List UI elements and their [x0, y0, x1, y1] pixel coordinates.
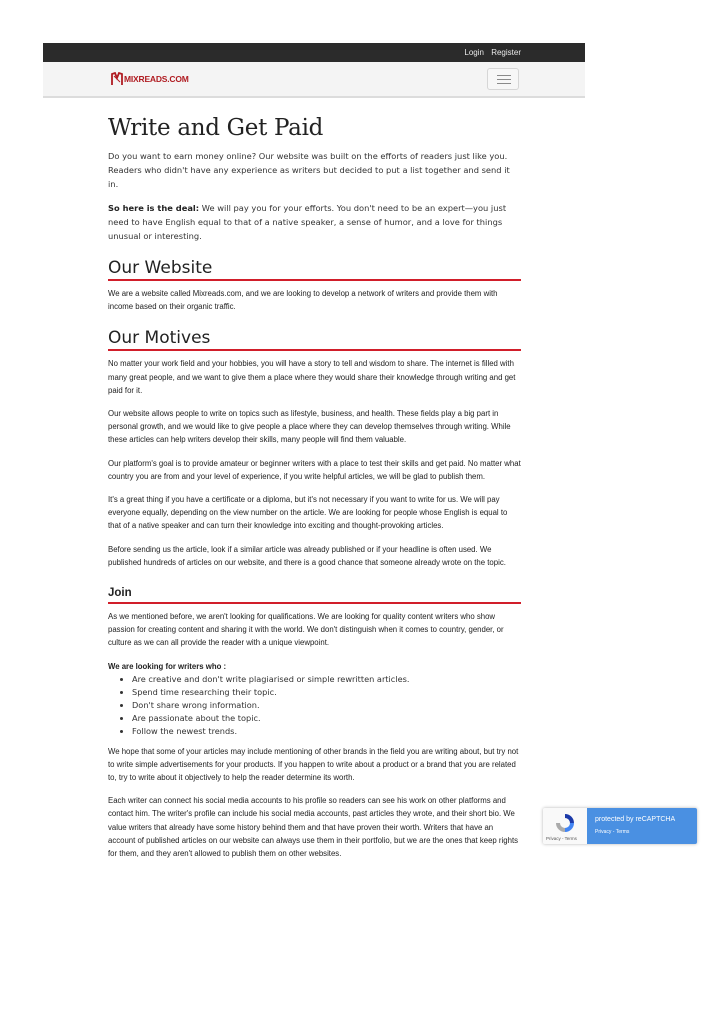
join-paragraph: Each writer can connect his social media accounts to his profile so readers can see his work on other platforms and contact him. The writer's profile can include his social media accounts, past articles they wrote, and their short bio. We value writers that already have some history behind them and that have proven their worth. Writers that have an account of published articles on our website can always use them in their portfolio, but we are the ones that keep rights for them, and they aren't allowed to publish them on other websites.: [108, 796, 519, 859]
register-link[interactable]: Register: [491, 48, 521, 57]
section-heading-motives: Our Motives: [108, 327, 521, 351]
motives-paragraph: Our website allows people to write on topics such as lifestyle, business, and health. These fields play a big part in personal growth, and we would like to give people a place where they can develop themselves through writing. While these articles can help writers develop their skills, many people will find them valuable.: [108, 409, 511, 445]
intro: [108, 149, 521, 243]
hamburger-icon: [497, 79, 511, 80]
logo-mark-icon: [111, 72, 123, 86]
list-item: • Are creative and don't write plagiarised or simple rewritten articles.: [132, 673, 521, 686]
section-heading-join: Join: [108, 585, 521, 604]
section-heading-website: Our Website: [108, 257, 521, 281]
recaptcha-panel: [587, 808, 697, 844]
hamburger-icon: [497, 83, 511, 84]
list-item: • Spend time researching their topic.: [132, 686, 521, 699]
writers-list: [108, 673, 521, 739]
motives-paragraph: No matter your work field and your hobbies, you will have a story to tell and wisdom to share. The internet is filled with many great people, and we want to give them a place where they would share their knowledge through writing and get paid for it.: [108, 359, 516, 395]
recaptcha-badge[interactable]: [543, 808, 697, 844]
page-title: Write and Get Paid: [108, 115, 324, 141]
login-link[interactable]: Login: [464, 48, 484, 57]
join-paragraph: As we mentioned before, we aren't looking for qualifications. We are looking for quality content writers who show passion for creating content and sharing it with the world. We don't distinguish when it comes to country, gender, or culture as we can all provide the reader with a unique viewpoint.: [108, 612, 504, 648]
recaptcha-protected-text: protected by reCAPTCHA: [595, 816, 676, 823]
navbar: [43, 62, 585, 98]
motives-paragraph: Before sending us the article, look if a similar article was already published or if your headline is often used. We published hundreds of articles on our website, and there is a good chance that someone already wrote on the topic.: [108, 544, 506, 567]
top-bar: [43, 43, 585, 62]
deal-label: So here is the deal:: [108, 203, 200, 213]
motives-paragraph: Our platform's goal is to provide amateur or beginner writers with a place to test their skills and get paid. No matter what country you are from and your level of experience, if you write helpful articles, we will be glad to publish them.: [108, 458, 521, 481]
join-paragraph: We hope that some of your articles may include mentioning of other brands in the field you are writing about, but try not to write simple advertisements for your products. If you happen to write about a product or a brand that you are related to, try to write about it objectively to help the reader determine its worth.: [108, 746, 519, 783]
list-item: • Are passionate about the topic.: [132, 712, 521, 725]
list-item: • Follow the newest trends.: [132, 725, 521, 738]
deal-text: We will pay you for your efforts. You don't need to be an expert—you just need to have English equal to that of a native speaker, a sense of humor, and a love for things unusual or interesting.: [108, 203, 507, 241]
recaptcha-icon: [553, 811, 577, 835]
site-logo[interactable]: [111, 69, 189, 89]
deal-paragraph: [108, 201, 521, 243]
motives-paragraph: It's a great thing if you have a certificate or a diploma, but it's not necessary if you want to write for us. We will pay everyone equally, depending on the view number on the article. We are looking for people whose English is equal to that of a native speaker and can turn their knowledge into exciting and thought-provoking articles.: [108, 495, 508, 531]
menu-toggle-button[interactable]: [487, 68, 519, 90]
intro-paragraph: Do you want to earn money online? Our website was built on the efforts of readers just like you. Readers who didn't have any experience as writers but decided to put a list together and send it in.: [108, 151, 510, 189]
website-paragraph: We are a website called Mixreads.com, and we are looking to develop a network of writers and provide them with income based on their organic traffic.: [108, 289, 498, 312]
hamburger-icon: [497, 75, 511, 76]
account-links: [459, 48, 521, 57]
list-item: • Don't share wrong information.: [132, 699, 521, 712]
main-content: [108, 113, 521, 860]
logo-text: MIXREADS.COM: [124, 74, 189, 84]
recaptcha-logo-area: [543, 808, 587, 844]
recaptcha-small-links[interactable]: Privacy - Terms: [546, 836, 577, 841]
writers-list-title: We are looking for writers who :: [108, 661, 227, 671]
recaptcha-links[interactable]: Privacy - Terms: [595, 829, 630, 835]
